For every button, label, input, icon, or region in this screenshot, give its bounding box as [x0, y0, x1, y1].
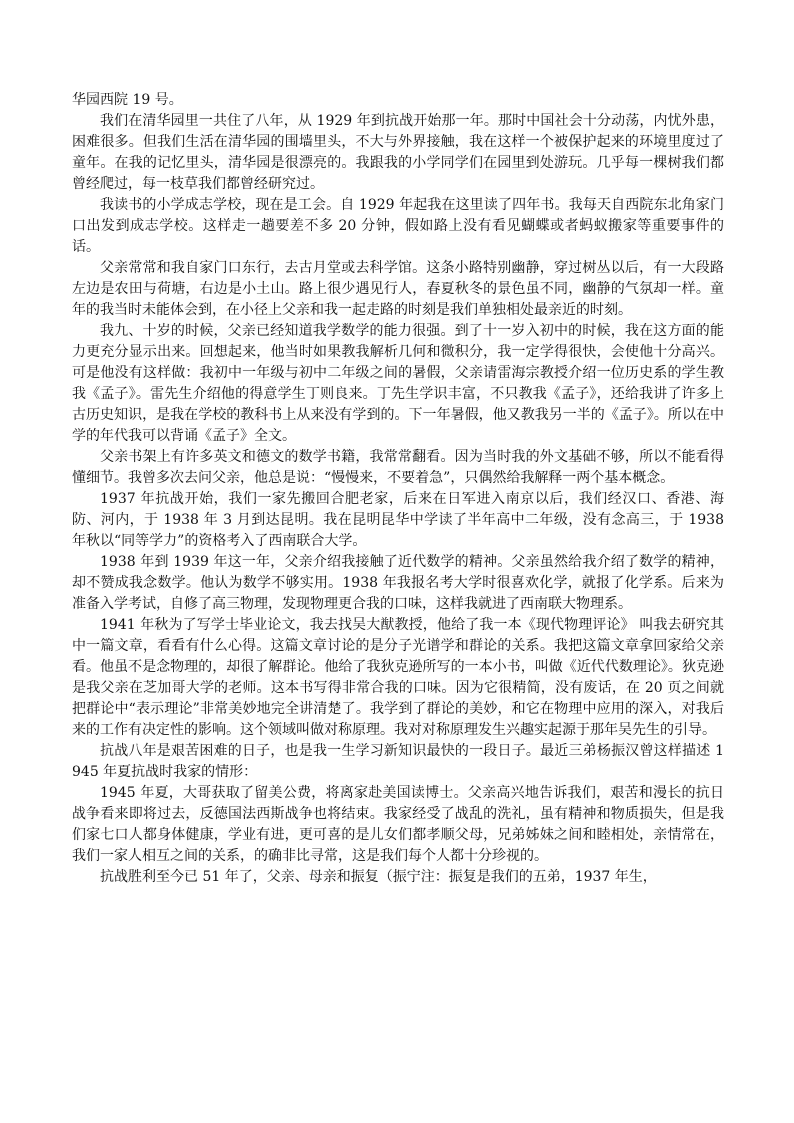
paragraph-3: 我读书的小学成志学校，现在是工会。自 1929 年起我在这里读了四年书。我每天自西院东北角家门口出发到成志学校。这样走一趟要差不多 20 分钟，假如路上没有看见蝴蝶或者蚂蚁搬家等重要事件的话。: [72, 197, 724, 255]
paragraph-8: 1938 年到 1939 年这一年，父亲介绍我接触了近代数学的精神。父亲虽然给我介绍了数学的精神，却不赞成我念数学。他认为数学不够实用。1938 年我报名考大学时很喜欢化学，就报了化学系。后来为准备入学考试，自修了高三物理，发现物理更合我的口味，这样我就进了西南联大物理系。: [72, 554, 724, 612]
paragraph-5: 我九、十岁的时候，父亲已经知道我学数学的能力很强。到了十一岁入初中的时候，我在这方面的能力更充分显示出来。回想起来，他当时如果教我解析几何和微积分，我一定学得很快，会使他十分高兴。可是他没有这样做：我初中一年级与初中二年级之间的暑假，父亲请雷海宗教授介绍一位历史系的学生教我《孟子》。雷先生介绍他的得意学生丁则良来。丁先生学识丰富，不只教我《孟子》，还给我讲了许多上古历史知识，是我在学校的教科书上从来没有学到的。下一年暑假，他又教我另一半的《孟子》。所以在中学的年代我可以背诵《孟子》全文。: [72, 323, 724, 444]
paragraph-6: 父亲书架上有许多英文和德文的数学书籍，我常常翻看。因为当时我的外文基础不够，所以不能看得懂细节。我曾多次去问父亲，他总是说：“慢慢来，不要着急”，只偶然给我解释一两个基本概念。: [72, 449, 724, 486]
paragraph-12: 抗战胜利至今已 51 年了，父亲、母亲和振复（振宁注：振复是我们的五弟，1937 年生，: [100, 869, 657, 885]
paragraph-1: 华园西院 19 号。: [72, 92, 183, 108]
paragraph-9: 1941 年秋为了写学士毕业论文，我去找吴大猷教授，他给了我一本《现代物理评论》 叫我去研究其中一篇文章，看看有什么心得。这篇文章讨论的是分子光谱学和群论的关系。我把这篇文章拿回家给父亲看。他虽不是念物理的，却很了解群论。他给了我狄克逊所写的一本小书，叫做《近代代数理论》。狄克逊是我父亲在芝加哥大学的老师。这本书写得非常合我的口味。因为它很精简，没有废话，在 20 页之间就把群论中“表示理论”非常美妙地完全讲清楚了。我学到了群论的美妙，和它在物理中应用的深入，对我后来的工作有决定性的影响。这个领域叫做对称原理。我对对称原理发生兴趣实起源于那年吴先生的引导。: [72, 617, 724, 738]
document-page: [72, 90, 724, 888]
paragraph-10: 抗战八年是艰苦困难的日子，也是我一生学习新知识最快的一段日子。最近三弟杨振汉曾这样描述 1945 年夏抗战时我家的情形：: [72, 743, 724, 780]
paragraph-2: 我们在清华园里一共住了八年，从 1929 年到抗战开始那一年。那时中国社会十分动荡，内忧外患，困难很多。但我们生活在清华园的围墙里头，不大与外界接触，我在这样一个被保护起来的环境里度过了童年。在我的记忆里头，清华园是很漂亮的。我跟我的小学同学们在园里到处游玩。几乎每一棵树我们都曾经爬过，每一枝草我们都曾经研究过。: [72, 113, 724, 192]
paragraph-4: 父亲常常和我自家门口东行，去古月堂或去科学馆。这条小路特别幽静，穿过树丛以后，有一大段路左边是农田与荷塘，右边是小土山。路上很少遇见行人，春夏秋冬的景色虽不同，幽静的气氛却一样。童年的我当时未能体会到，在小径上父亲和我一起走路的时刻是我们单独相处最亲近的时刻。: [72, 260, 724, 318]
paragraph-7: 1937 年抗战开始，我们一家先搬回合肥老家，后来在日军进入南京以后，我们经汉口、香港、海防、河内，于 1938 年 3 月到达昆明。我在昆明昆华中学读了半年高中二年级，没有念高三，于 1938 年秋以“同等学力”的资格考入了西南联合大学。: [72, 491, 724, 549]
paragraph-11-quote: 1945 年夏，大哥获取了留美公费，将离家赴美国读博士。父亲高兴地告诉我们，艰苦和漫长的抗日战争看来即将过去，反德国法西斯战争也将结束。我家经受了战乱的洗礼，虽有精神和物质损失，但是我们家七口人都身体健康，学业有进，更可喜的是儿女们都孝顺父母，兄弟姊妹之间和睦相处，亲情常在，我们一家人相互之间的关系，的确非比寻常，这是我们每个人都十分珍视的。: [72, 785, 724, 864]
